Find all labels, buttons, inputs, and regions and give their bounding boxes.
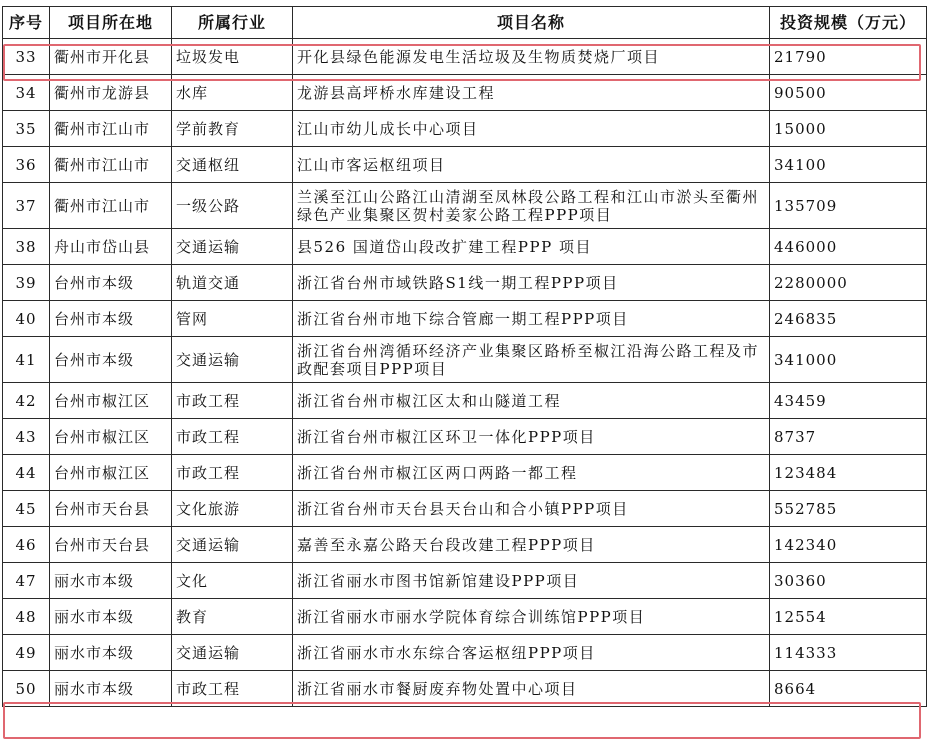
row-no: 34: [3, 75, 50, 111]
row-investment: 246835: [770, 301, 927, 337]
row-industry: 文化旅游: [172, 491, 293, 527]
row-industry: 学前教育: [172, 111, 293, 147]
row-no: 43: [3, 419, 50, 455]
row-investment: 34100: [770, 147, 927, 183]
row-industry: 轨道交通: [172, 265, 293, 301]
row-project-name: 浙江省台州湾循环经济产业集聚区路桥至椒江沿海公路工程及市政配套项目PPP项目: [293, 337, 770, 383]
row-no: 50: [3, 671, 50, 707]
header-investment: 投资规模（万元）: [770, 7, 927, 39]
row-project-name: 开化县绿色能源发电生活垃圾及生物质焚烧厂项目: [293, 39, 770, 75]
row-location: 衢州市江山市: [50, 183, 172, 229]
row-industry: 水库: [172, 75, 293, 111]
row-investment: 446000: [770, 229, 927, 265]
row-no: 46: [3, 527, 50, 563]
table-row: [3, 491, 927, 527]
row-no: 39: [3, 265, 50, 301]
row-project-name: 浙江省丽水市水东综合客运枢纽PPP项目: [293, 635, 770, 671]
row-industry: 交通运输: [172, 337, 293, 383]
row-project-name: 浙江省台州市椒江区太和山隧道工程: [293, 383, 770, 419]
header-industry: 所属行业: [172, 7, 293, 39]
row-industry: 市政工程: [172, 419, 293, 455]
row-industry: 市政工程: [172, 383, 293, 419]
row-investment: 142340: [770, 527, 927, 563]
table-row: [3, 265, 927, 301]
row-investment: 21790: [770, 39, 927, 75]
row-industry: 文化: [172, 563, 293, 599]
row-no: 42: [3, 383, 50, 419]
row-project-name: 江山市幼儿成长中心项目: [293, 111, 770, 147]
highlight-box-row-50: [3, 702, 921, 739]
row-no: 41: [3, 337, 50, 383]
table-row: [3, 301, 927, 337]
row-investment: 8737: [770, 419, 927, 455]
row-no: 33: [3, 39, 50, 75]
row-project-name: 浙江省台州市地下综合管廊一期工程PPP项目: [293, 301, 770, 337]
header-project-name: 项目名称: [293, 7, 770, 39]
header-row: [3, 7, 927, 39]
row-location: 丽水市本级: [50, 635, 172, 671]
row-investment: 12554: [770, 599, 927, 635]
table-row: [3, 39, 927, 75]
table-row: [3, 599, 927, 635]
table-row: [3, 337, 927, 383]
row-location: 台州市本级: [50, 265, 172, 301]
row-industry: 交通运输: [172, 527, 293, 563]
row-investment: 8664: [770, 671, 927, 707]
row-project-name: 浙江省丽水市餐厨废弃物处置中心项目: [293, 671, 770, 707]
header-no: 序号: [3, 7, 50, 39]
table-row: [3, 147, 927, 183]
row-investment: 123484: [770, 455, 927, 491]
row-investment: 30360: [770, 563, 927, 599]
row-project-name: 浙江省台州市椒江区两口两路一都工程: [293, 455, 770, 491]
row-investment: 114333: [770, 635, 927, 671]
row-investment: 2280000: [770, 265, 927, 301]
row-location: 丽水市本级: [50, 671, 172, 707]
row-project-name: 浙江省台州市椒江区环卫一体化PPP项目: [293, 419, 770, 455]
header-location: 项目所在地: [50, 7, 172, 39]
row-location: 衢州市江山市: [50, 147, 172, 183]
table-row: [3, 229, 927, 265]
row-location: 衢州市龙游县: [50, 75, 172, 111]
row-location: 台州市天台县: [50, 527, 172, 563]
row-project-name: 县526 国道岱山段改扩建工程PPP 项目: [293, 229, 770, 265]
table-row: [3, 111, 927, 147]
row-location: 台州市椒江区: [50, 383, 172, 419]
row-investment: 552785: [770, 491, 927, 527]
row-no: 35: [3, 111, 50, 147]
row-no: 49: [3, 635, 50, 671]
row-location: 台州市本级: [50, 337, 172, 383]
row-investment: 341000: [770, 337, 927, 383]
row-project-name: 浙江省台州市域铁路S1线一期工程PPP项目: [293, 265, 770, 301]
row-location: 台州市椒江区: [50, 419, 172, 455]
row-industry: 交通枢纽: [172, 147, 293, 183]
row-no: 44: [3, 455, 50, 491]
row-no: 48: [3, 599, 50, 635]
row-project-name: 浙江省丽水市图书馆新馆建设PPP项目: [293, 563, 770, 599]
row-location: 台州市椒江区: [50, 455, 172, 491]
row-industry: 交通运输: [172, 229, 293, 265]
row-location: 舟山市岱山县: [50, 229, 172, 265]
row-no: 36: [3, 147, 50, 183]
row-industry: 市政工程: [172, 455, 293, 491]
table-row: [3, 671, 927, 707]
row-project-name: 兰溪至江山公路江山清湖至凤林段公路工程和江山市淤头至衢州绿色产业集聚区贺村姜家公路工程PPP项目: [293, 183, 770, 229]
row-location: 丽水市本级: [50, 599, 172, 635]
row-project-name: 浙江省丽水市丽水学院体育综合训练馆PPP项目: [293, 599, 770, 635]
table-row: [3, 455, 927, 491]
row-project-name: 龙游县高坪桥水库建设工程: [293, 75, 770, 111]
project-table: [2, 6, 927, 707]
row-no: 37: [3, 183, 50, 229]
row-investment: 135709: [770, 183, 927, 229]
row-industry: 教育: [172, 599, 293, 635]
table-row: [3, 183, 927, 229]
row-location: 衢州市江山市: [50, 111, 172, 147]
table-row: [3, 635, 927, 671]
table-row: [3, 527, 927, 563]
row-no: 38: [3, 229, 50, 265]
row-industry: 垃圾发电: [172, 39, 293, 75]
row-location: 衢州市开化县: [50, 39, 172, 75]
row-investment: 15000: [770, 111, 927, 147]
row-project-name: 江山市客运枢纽项目: [293, 147, 770, 183]
row-no: 45: [3, 491, 50, 527]
row-investment: 90500: [770, 75, 927, 111]
table-row: [3, 75, 927, 111]
row-industry: 交通运输: [172, 635, 293, 671]
row-location: 台州市天台县: [50, 491, 172, 527]
table-row: [3, 419, 927, 455]
row-industry: 管网: [172, 301, 293, 337]
row-no: 40: [3, 301, 50, 337]
row-project-name: 嘉善至永嘉公路天台段改建工程PPP项目: [293, 527, 770, 563]
row-location: 台州市本级: [50, 301, 172, 337]
row-project-name: 浙江省台州市天台县天台山和合小镇PPP项目: [293, 491, 770, 527]
row-industry: 市政工程: [172, 671, 293, 707]
row-location: 丽水市本级: [50, 563, 172, 599]
table-row: [3, 383, 927, 419]
table-row: [3, 563, 927, 599]
row-no: 47: [3, 563, 50, 599]
row-industry: 一级公路: [172, 183, 293, 229]
row-investment: 43459: [770, 383, 927, 419]
